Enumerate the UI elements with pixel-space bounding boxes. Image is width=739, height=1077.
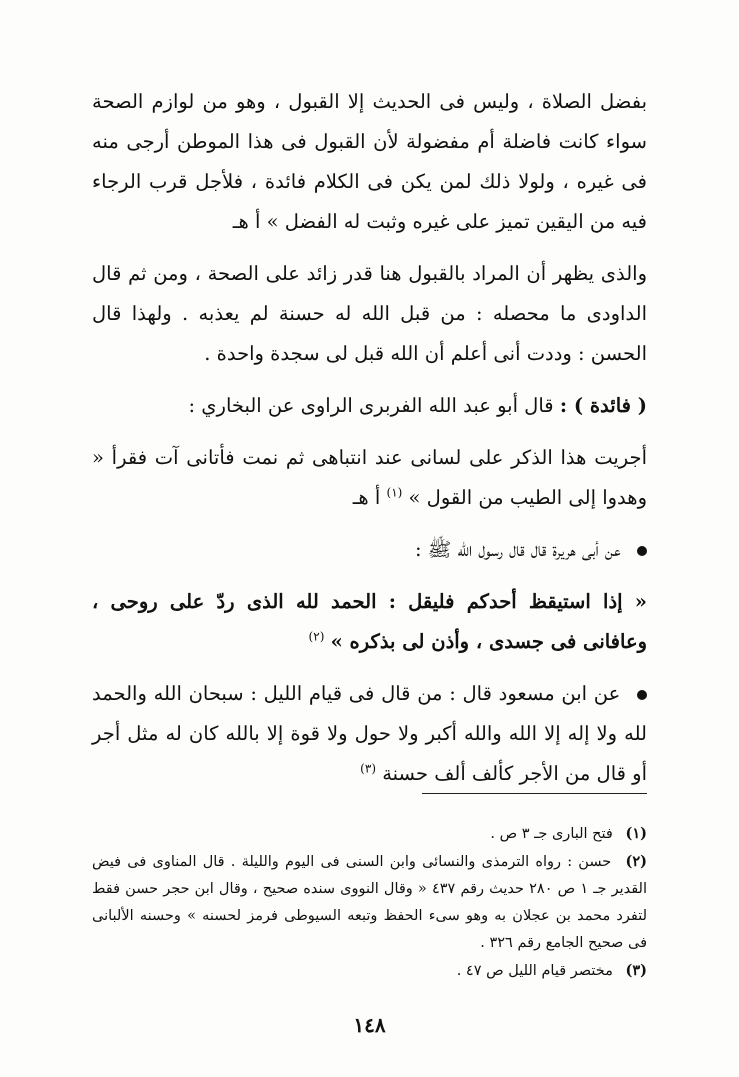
paragraph-4-end: أ هـ	[352, 486, 381, 509]
footnote-number: (٢)	[625, 853, 648, 870]
bullet-icon	[637, 690, 647, 700]
main-text	[92, 82, 647, 806]
footnote-ref-2: (٢)	[308, 629, 325, 644]
footnote-3	[92, 957, 647, 985]
paragraph-6	[92, 582, 647, 662]
paragraph-2: والذى يظهر أن المراد بالقبول هنا قدر زائد على الصحة ، ومن ثم قال الداودى ما محصله : من قبل الله له حسنة لم يعذبه . ولهذا قال الحسن : وددت أنى أعلم أن الله قبل لى سجدة واحدة .	[92, 262, 647, 365]
bullet-icon	[637, 546, 647, 556]
paragraph-3-text: قال أبو عبد الله الفربرى الراوى عن البخاري :	[188, 394, 554, 417]
paragraph-5	[92, 530, 647, 570]
paragraph-5-text: عن أبى هريرة قال قال رسول الله ﷺ :	[415, 538, 621, 561]
footnote-divider	[422, 793, 647, 794]
footnote-text: فتح البارى جـ ٣ ص .	[490, 826, 613, 842]
hadith-text: « إذا استيقظ أحدكم فليقل : الحمد لله الذى ردّ على روحى ، وعافانى فى جسدى ، وأذن لى بذكره »	[92, 590, 647, 653]
paragraph-4-text: أجريت هذا الذكر على لسانى عند انتباهى ثم نمت فأتانى آت فقرأ « وهدوا إلى الطيب من القول »	[92, 446, 647, 509]
footnote-ref-3: (٣)	[360, 761, 376, 776]
footnote-text: مختصر قيام الليل ص ٤٧ .	[456, 963, 613, 979]
paragraph-7-text: عن ابن مسعود قال : من قال فى قيام الليل : سبحان الله والحمد لله ولا إله إلا الله والله أكبر ولا حول ولا قوة إلا بالله كان له مثل أجر أو قال من الأجر كألف ألف حسنة	[92, 682, 647, 785]
footnote-ref-1: (١)	[386, 485, 403, 500]
paragraph-3	[92, 386, 647, 426]
page-number: ١٤٨	[353, 1013, 386, 1037]
footnote-2	[92, 848, 647, 957]
paragraph-7	[92, 674, 647, 794]
footnotes	[92, 820, 647, 985]
paragraph-4	[92, 438, 647, 518]
paragraph-1: بفضل الصلاة ، وليس فى الحديث إلا القبول ، وهو من لوازم الصحة سواء كانت فاضلة أم مفضولة لأن القبول فى هذا الموطن أرجى منه فى غيره ، ولولا ذلك لمن يكن فى الكلام فائدة ، فلأجل قرب الرجاء فيه من اليقين تميز على غيره وثبت له الفضل » أ هـ	[92, 90, 647, 233]
footnote-number: (٣)	[625, 962, 647, 979]
footnote-number: (١)	[625, 825, 647, 842]
footnote-1	[92, 820, 647, 848]
footnote-text: حسن : رواه الترمذى والنسائى وابن السنى فى اليوم والليلة . قال المناوى فى فيض القدير جـ ١ ص ٢٨٠ حديث رقم ٤٣٧ « وقال النووى سنده صحيح ، وقال ابن حجر حسن فقط لتفرد محمد بن عجلان به وهو سىء الحفظ وتبعه السيوطى فرمز لحسنه » وحسنه الألبانى فى صحيح الجامع رقم ٣٢٦ .	[92, 854, 648, 951]
faida-label: ( فائدة ) :	[559, 394, 647, 417]
